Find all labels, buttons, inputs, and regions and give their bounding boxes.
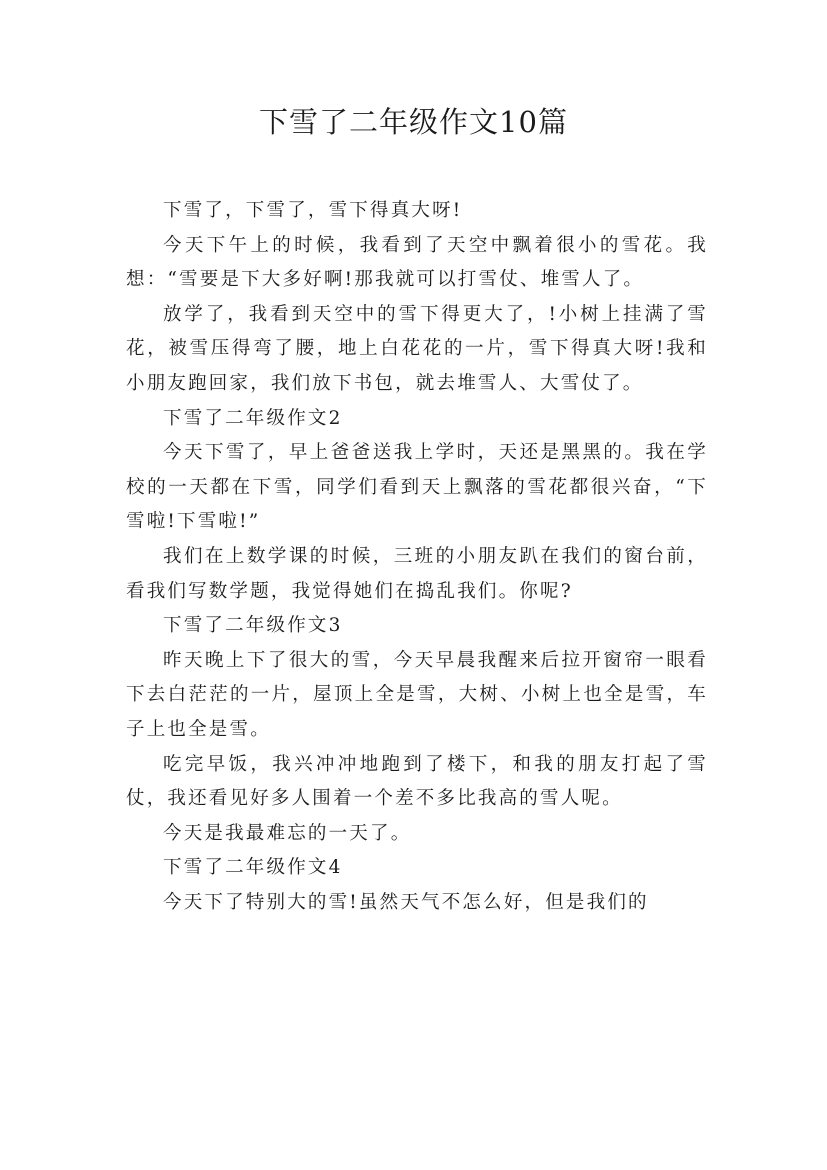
section-heading-2: 下雪了二年级作文2 bbox=[163, 407, 343, 429]
paragraph-6: 昨天晚上下了很大的雪，今天早晨我醒来后拉开窗帘一眼看下去白茫茫的一片，屋顶上全是雪，大树、小树上也全是雪，车子上也全是雪。 bbox=[126, 649, 708, 740]
paragraph-4: 今天下雪了，早上爸爸送我上学时，天还是黑黑的。我在学校的一天都在下雪，同学们看到天上飘落的雪花都很兴奋，“下雪啦!下雪啦!” bbox=[126, 442, 708, 533]
paragraph-9: 今天下了特别大的雪!虽然天气不怎么好，但是我们的 bbox=[163, 891, 649, 913]
paragraph-2: 今天下午上的时候，我看到了天空中飘着很小的雪花。我想：“雪要是下大多好啊!那我就可以打雪仗、堆雪人了。 bbox=[126, 234, 708, 291]
paragraph-1: 下雪了，下雪了，雪下得真大呀! bbox=[163, 200, 463, 221]
paragraph-5: 我们在上数学课的时候，三班的小朋友趴在我们的窗台前，看我们写数学题，我觉得她们在捣乱我们。你呢? bbox=[126, 545, 708, 602]
paragraph-7: 吃完早饭，我兴冲冲地跑到了楼下，和我的朋友打起了雪仗，我还看见好多人围着一个差不多比我高的雪人呢。 bbox=[126, 753, 708, 810]
document-body bbox=[126, 194, 708, 920]
section-heading-3: 下雪了二年级作文3 bbox=[163, 615, 343, 637]
section-heading-4: 下雪了二年级作文4 bbox=[163, 857, 343, 879]
paragraph-8: 今天是我最难忘的一天了。 bbox=[163, 822, 412, 844]
paragraph-3: 放学了，我看到天空中的雪下得更大了，!小树上挂满了雪花，被雪压得弯了腰，地上白花花的一片，雪下得真大呀!我和小朋友跑回家，我们放下书包，就去堆雪人、大雪仗了。 bbox=[126, 303, 708, 394]
document-title: 下雪了二年级作文10篇 bbox=[259, 105, 568, 139]
